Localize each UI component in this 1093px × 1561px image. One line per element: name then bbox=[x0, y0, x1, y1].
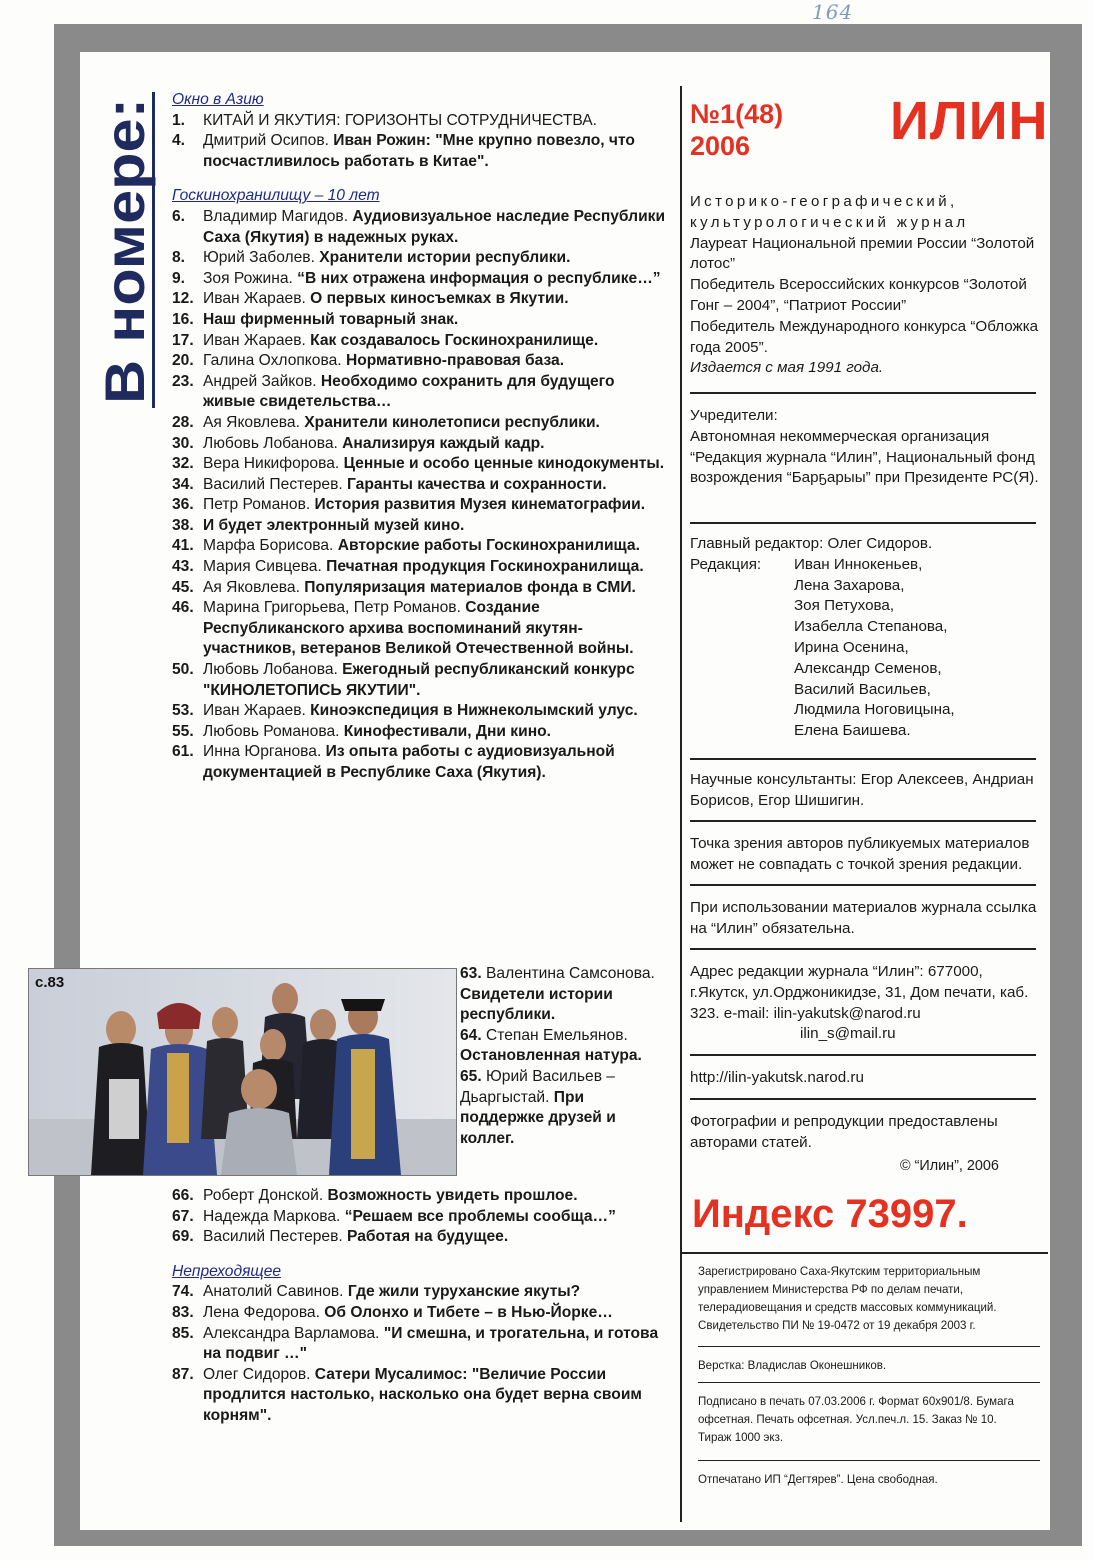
toc-page: 64. bbox=[460, 1026, 482, 1044]
section-heading[interactable]: Госкинохранилищу – 10 лет bbox=[172, 187, 380, 205]
toc-item[interactable] bbox=[172, 269, 667, 290]
toc-item[interactable] bbox=[172, 372, 667, 413]
toc-title: “Решаем все проблемы сообща…” bbox=[344, 1207, 616, 1225]
toc-item[interactable] bbox=[172, 434, 667, 455]
toc-title: Хранители кинолетописи республики. bbox=[304, 413, 600, 431]
toc-author: Галина Охлопкова. bbox=[203, 352, 346, 370]
toc-page: 32. bbox=[172, 455, 194, 473]
editors-list bbox=[794, 555, 955, 742]
toc-author: Юрий Васильев – Дьаргыстай. bbox=[460, 1067, 615, 1106]
toc-title: Наш фирменный товарный знак. bbox=[203, 310, 459, 328]
toc-page: 28. bbox=[172, 413, 194, 431]
toc-title: Свидетели истории республики. bbox=[460, 985, 613, 1024]
toc-item[interactable] bbox=[172, 1303, 667, 1324]
divider bbox=[698, 1346, 1040, 1347]
toc-item[interactable] bbox=[460, 1026, 660, 1067]
magazine-logo: ИЛИН bbox=[890, 91, 1049, 151]
toc-page: 55. bbox=[172, 722, 194, 740]
toc-page: 36. bbox=[172, 496, 194, 514]
toc-page: 67. bbox=[172, 1207, 194, 1225]
toc-author: Зоя Рожина. bbox=[203, 269, 298, 287]
toc-item[interactable] bbox=[172, 598, 667, 660]
toc-author: Лена Федорова. bbox=[203, 1303, 325, 1321]
winner-text: Победитель Международного конкурса “Обложка года 2005”. bbox=[690, 317, 1039, 356]
email-link[interactable]: ilin_s@mail.ru bbox=[800, 1025, 896, 1043]
toc-author: Владимир Магидов. bbox=[203, 207, 353, 225]
toc-page: 65. bbox=[460, 1067, 482, 1085]
toc-title: И будет электронный музей кино. bbox=[203, 516, 465, 534]
toc-page: 17. bbox=[172, 331, 194, 349]
toc-title: Иван Рожин: "Мне крупно повезло, что посчастливилось работать в Китае". bbox=[203, 132, 635, 170]
registration-text: Зарегистрировано Саха-Якутским территориальным управлением Министерства РФ по делам печати, телерадиовещания и средств массовых коммуникаций. Свидетельство ПИ № 19-0472 от 19 декабря 2003 г. bbox=[698, 1264, 997, 1332]
toc-page: 83. bbox=[172, 1303, 194, 1321]
issue-year: 2006 bbox=[690, 131, 751, 161]
toc-title: Анализируя каждый кадр. bbox=[342, 434, 545, 452]
toc-page: 87. bbox=[172, 1365, 194, 1383]
toc-page: 9. bbox=[172, 269, 186, 287]
toc-author: Петр Романов. bbox=[203, 496, 315, 514]
toc-author: Анатолий Савинов. bbox=[203, 1283, 348, 1301]
toc-item[interactable] bbox=[172, 722, 667, 743]
toc-page: 46. bbox=[172, 599, 194, 617]
website-link[interactable]: http://ilin-yakutsk.narod.ru bbox=[690, 1069, 864, 1086]
toc-page: 50. bbox=[172, 661, 194, 679]
toc-title: Возможность увидеть прошлое. bbox=[327, 1187, 578, 1204]
toc-author: Александра Варламова. bbox=[203, 1324, 384, 1342]
photo-credits: Фотографии и репродукции предоставлены авторами статей. bbox=[690, 1113, 998, 1151]
toc-title: Создание Республиканского архива воспоминаний якутян-участников, ветеранов Великой Отечественной войны. bbox=[203, 599, 634, 658]
handwritten-page-number: 164 bbox=[812, 0, 854, 24]
toc-author: Любовь Лобанова. bbox=[203, 434, 343, 452]
winner-text: Победитель Всероссийских конкурсов “Золотой Гонг – 2004”, “Патриот России” bbox=[690, 276, 1027, 314]
toc-list bbox=[172, 1186, 667, 1248]
toc-page: 6. bbox=[172, 207, 186, 225]
toc-title: Киноэкспедиция в Нижнеколымский улус. bbox=[310, 702, 638, 720]
founders-block bbox=[690, 406, 1040, 489]
print-details: Подписано в печать 07.03.2006 г. Формат 60х901/8. Бумага офсетная. Печать офсетная. Усл.печ.л. 15. Заказ № 10. Тираж 1000 экз. bbox=[698, 1394, 1014, 1444]
toc-page: 41. bbox=[172, 537, 194, 555]
toc-title: При поддержке друзей и коллег. bbox=[460, 1088, 616, 1147]
printer-info: Отпечатано ИП “Дегтярев”. Цена свободная. bbox=[698, 1472, 938, 1486]
toc-author: Василий Пестерев. bbox=[203, 475, 348, 493]
toc-list bbox=[172, 1282, 667, 1426]
toc-page: 85. bbox=[172, 1324, 194, 1342]
toc-item[interactable] bbox=[172, 536, 667, 557]
toc-author: Степан Емельянов. bbox=[486, 1026, 628, 1044]
table-of-contents-continued bbox=[172, 1186, 667, 1427]
toc-item[interactable] bbox=[172, 289, 667, 310]
founders-label: Учредители: bbox=[690, 407, 778, 424]
toc-author: Марина Григорьева, Петр Романов. bbox=[203, 599, 466, 617]
toc-title: О первых киносъемках в Якутии. bbox=[310, 290, 569, 308]
toc-author: Иван Жараев. bbox=[203, 702, 311, 720]
toc-item[interactable] bbox=[172, 1324, 667, 1365]
toc-page: 4. bbox=[172, 132, 186, 150]
toc-title-plain: КИТАЙ И ЯКУТИЯ: ГОРИЗОНТЫ СОТРУДНИЧЕСТВА. bbox=[203, 111, 598, 129]
editorial-row bbox=[690, 555, 1040, 742]
toc-page: 16. bbox=[172, 310, 194, 328]
toc-page: 63. bbox=[460, 965, 482, 982]
toc-item[interactable] bbox=[460, 1067, 660, 1149]
toc-item[interactable] bbox=[172, 660, 667, 701]
toc-item[interactable] bbox=[172, 310, 667, 331]
toc-author: Любовь Лобанова. bbox=[203, 661, 343, 679]
toc-item[interactable] bbox=[172, 248, 667, 269]
toc-page: 30. bbox=[172, 434, 194, 452]
toc-item[interactable] bbox=[172, 701, 667, 722]
disclaimer: Точка зрения авторов публикуемых материалов может не совпадать с точкой зрения редакции. bbox=[690, 835, 1030, 873]
editor-name: Зоя Петухова, bbox=[794, 597, 895, 615]
toc-page: 61. bbox=[172, 743, 194, 761]
toc-list bbox=[172, 207, 667, 784]
toc-title: Где жили туруханские якуты? bbox=[347, 1283, 581, 1301]
toc-page: 69. bbox=[172, 1228, 194, 1246]
consultants: Научные консультанты: Егор Алексеев, Андриан Борисов, Егор Шишигин. bbox=[690, 771, 1034, 809]
issue-number-line: №1(48) bbox=[690, 99, 784, 129]
toc-item[interactable] bbox=[172, 1186, 667, 1207]
award-text: Лауреат Национальной премии России “Золотой лотос” bbox=[690, 234, 1035, 273]
desc-line: культурологический журнал bbox=[690, 213, 969, 231]
photo-caption: с.83 bbox=[35, 974, 65, 991]
toc-title: Аудиовизуальное наследие Республики Саха (Якутия) в надежных руках. bbox=[203, 207, 666, 246]
toc-title: Остановленная натура. bbox=[460, 1047, 642, 1065]
section-heading[interactable]: Окно в Азию bbox=[172, 91, 264, 108]
toc-page: 20. bbox=[172, 352, 194, 370]
reuse-note: При использовании материалов журнала ссылка на “Илин” обязательна. bbox=[690, 899, 1037, 937]
editorial-block bbox=[690, 534, 1040, 742]
table-of-contents bbox=[172, 90, 667, 784]
toc-item[interactable] bbox=[172, 351, 667, 372]
divider bbox=[698, 1460, 1040, 1461]
toc-item[interactable] bbox=[172, 557, 667, 578]
toc-title: Работая на будущее. bbox=[347, 1228, 509, 1246]
toc-item[interactable] bbox=[172, 578, 667, 599]
editor-name: Василий Васильев, bbox=[794, 680, 931, 698]
section-heading[interactable]: Непреходящее bbox=[172, 1262, 282, 1280]
toc-title: Популяризация материалов фонда в СМИ. bbox=[304, 578, 636, 596]
toc-author: Андрей Зайков. bbox=[203, 372, 321, 390]
masthead-description bbox=[690, 192, 1040, 379]
toc-title: "И смешна, и трогательна, и готова на подвиг …" bbox=[203, 1324, 659, 1363]
layout-credit: Верстка: Владислав Оконешников. bbox=[698, 1358, 887, 1372]
toc-author: Ая Яковлева. bbox=[203, 578, 305, 596]
toc-item[interactable] bbox=[172, 516, 667, 537]
divider bbox=[690, 820, 1036, 822]
toc-author: Мария Сивцева. bbox=[203, 558, 327, 576]
toc-author: Иван Жараев. bbox=[203, 290, 311, 308]
editor-name: Изабелла Степанова, bbox=[794, 618, 948, 636]
toc-title: Кинофестивали, Дни кино. bbox=[343, 722, 551, 740]
divider bbox=[690, 1054, 1036, 1056]
toc-author: Надежда Маркова. bbox=[203, 1207, 345, 1225]
toc-page: 43. bbox=[172, 558, 194, 576]
toc-author: Роберт Донской. bbox=[203, 1187, 328, 1204]
address-text: Адрес редакции журнала “Илин”: 677000, г.Якутск, ул.Орджоникидзе, 31, Дом печати, каб. 323. e-mail: ilin-yakutsk@narod.ru bbox=[690, 963, 1029, 1022]
copyright: © “Илин”, 2006 bbox=[900, 1158, 999, 1174]
editorial-label: Редакция: bbox=[690, 555, 762, 573]
subscription-index: Индекс 73997. bbox=[692, 1192, 968, 1236]
editor-name: Лена Захарова, bbox=[794, 576, 905, 594]
toc-title: Печатная продукция Госкинохранилища. bbox=[326, 558, 644, 576]
divider bbox=[690, 1098, 1036, 1100]
editor-name: Иван Иннокеньев, bbox=[794, 555, 923, 573]
toc-title: Хранители истории республики. bbox=[319, 249, 571, 267]
toc-title: “В них отражена информация о республике…” bbox=[297, 269, 661, 287]
toc-page: 12. bbox=[172, 290, 194, 308]
toc-author: Иван Жараев. bbox=[203, 331, 311, 349]
toc-page: 23. bbox=[172, 372, 194, 390]
toc-page: 8. bbox=[172, 249, 186, 267]
toc-item[interactable] bbox=[172, 1227, 667, 1248]
toc-page: 45. bbox=[172, 578, 194, 596]
toc-item[interactable] bbox=[172, 454, 667, 475]
toc-author: Дмитрий Осипов. bbox=[203, 132, 334, 150]
vertical-title-rule bbox=[152, 92, 155, 408]
editor-name: Александр Семенов, bbox=[794, 659, 942, 677]
toc-item[interactable] bbox=[172, 207, 667, 248]
toc-page: 38. bbox=[172, 516, 194, 534]
toc-author: Василий Пестерев. bbox=[203, 1228, 348, 1246]
toc-title: Об Олонхо и Тибете – в Нью-Йорке… bbox=[324, 1303, 613, 1321]
toc-item[interactable] bbox=[172, 1282, 667, 1303]
toc-author: Любовь Романова. bbox=[203, 722, 344, 740]
toc-author: Инна Юрганова. bbox=[203, 743, 326, 761]
toc-author: Олег Сидоров. bbox=[203, 1365, 315, 1383]
vertical-title-text: В номере: bbox=[93, 124, 156, 404]
toc-page: 34. bbox=[172, 475, 194, 493]
toc-page: 74. bbox=[172, 1283, 194, 1301]
toc-author: Марфа Борисова. bbox=[203, 537, 338, 555]
toc-item[interactable] bbox=[460, 964, 660, 1026]
toc-title: Гаранты качества и сохранности. bbox=[347, 475, 607, 493]
desc-line: Историко-географический, bbox=[690, 193, 958, 210]
founders-text: Автономная некоммерческая организация “Редакция журнала “Илин”, Национальный фонд возрождения “Барҕарыы” при Президенте РС(Я). bbox=[690, 427, 1039, 487]
toc-title: Ежегодный республиканский конкурс "КИНОЛЕТОПИСЬ ЯКУТИИ". bbox=[203, 661, 635, 699]
toc-title: Как создавалось Госкинохранилище. bbox=[310, 331, 599, 349]
address-block bbox=[690, 962, 1040, 1045]
toc-author: Валентина Самсонова. bbox=[486, 965, 655, 982]
toc-item[interactable] bbox=[172, 131, 667, 172]
editor-name: Людмила Ноговицына, bbox=[794, 701, 955, 719]
toc-author: Ая Яковлева. bbox=[203, 413, 305, 431]
toc-author: Вера Никифорова. bbox=[203, 455, 344, 473]
toc-item[interactable] bbox=[172, 495, 667, 516]
issue-number bbox=[690, 98, 783, 162]
divider bbox=[690, 522, 1036, 524]
divider bbox=[698, 1382, 1040, 1383]
toc-item[interactable] bbox=[172, 1207, 667, 1228]
toc-beside-photo bbox=[460, 964, 660, 1149]
toc-title: История развития Музея кинематографии. bbox=[314, 496, 646, 514]
toc-item[interactable] bbox=[172, 742, 667, 783]
divider bbox=[690, 948, 1036, 950]
group-photo bbox=[28, 968, 457, 1176]
chief-editor: Главный редактор: Олег Сидоров. bbox=[690, 535, 933, 552]
editor-name: Ирина Осенина, bbox=[794, 638, 909, 656]
toc-item[interactable] bbox=[172, 475, 667, 496]
divider bbox=[690, 758, 1036, 760]
divider bbox=[690, 884, 1036, 886]
published-since: Издается с мая 1991 года. bbox=[690, 359, 884, 377]
toc-item[interactable] bbox=[172, 1365, 667, 1427]
toc-item[interactable] bbox=[172, 413, 667, 434]
toc-item[interactable] bbox=[172, 111, 667, 132]
toc-title: Авторские работы Госкинохранилища. bbox=[337, 537, 640, 555]
toc-title: Сатери Мусалимос: "Величие России продлится настолько, насколько она будет верна своим корням". bbox=[203, 1365, 642, 1424]
vertical-title bbox=[86, 92, 156, 410]
toc-title: Необходимо сохранить для будущего живые свидетельства… bbox=[203, 372, 615, 411]
toc-author: Юрий Заболев. bbox=[203, 249, 320, 267]
editor-name: Елена Баишева. bbox=[794, 722, 911, 740]
toc-page: 1. bbox=[172, 111, 186, 129]
toc-title: Ценные и особо ценные кинодокументы. bbox=[343, 455, 665, 473]
toc-page: 53. bbox=[172, 702, 194, 720]
toc-title: Из опыта работы с аудиовизуальной документацией в Республике Саха (Якутия). bbox=[203, 743, 615, 781]
toc-title: Нормативно-правовая база. bbox=[345, 352, 565, 370]
divider bbox=[690, 392, 1036, 394]
toc-page: 66. bbox=[172, 1187, 194, 1204]
toc-item[interactable] bbox=[172, 331, 667, 352]
